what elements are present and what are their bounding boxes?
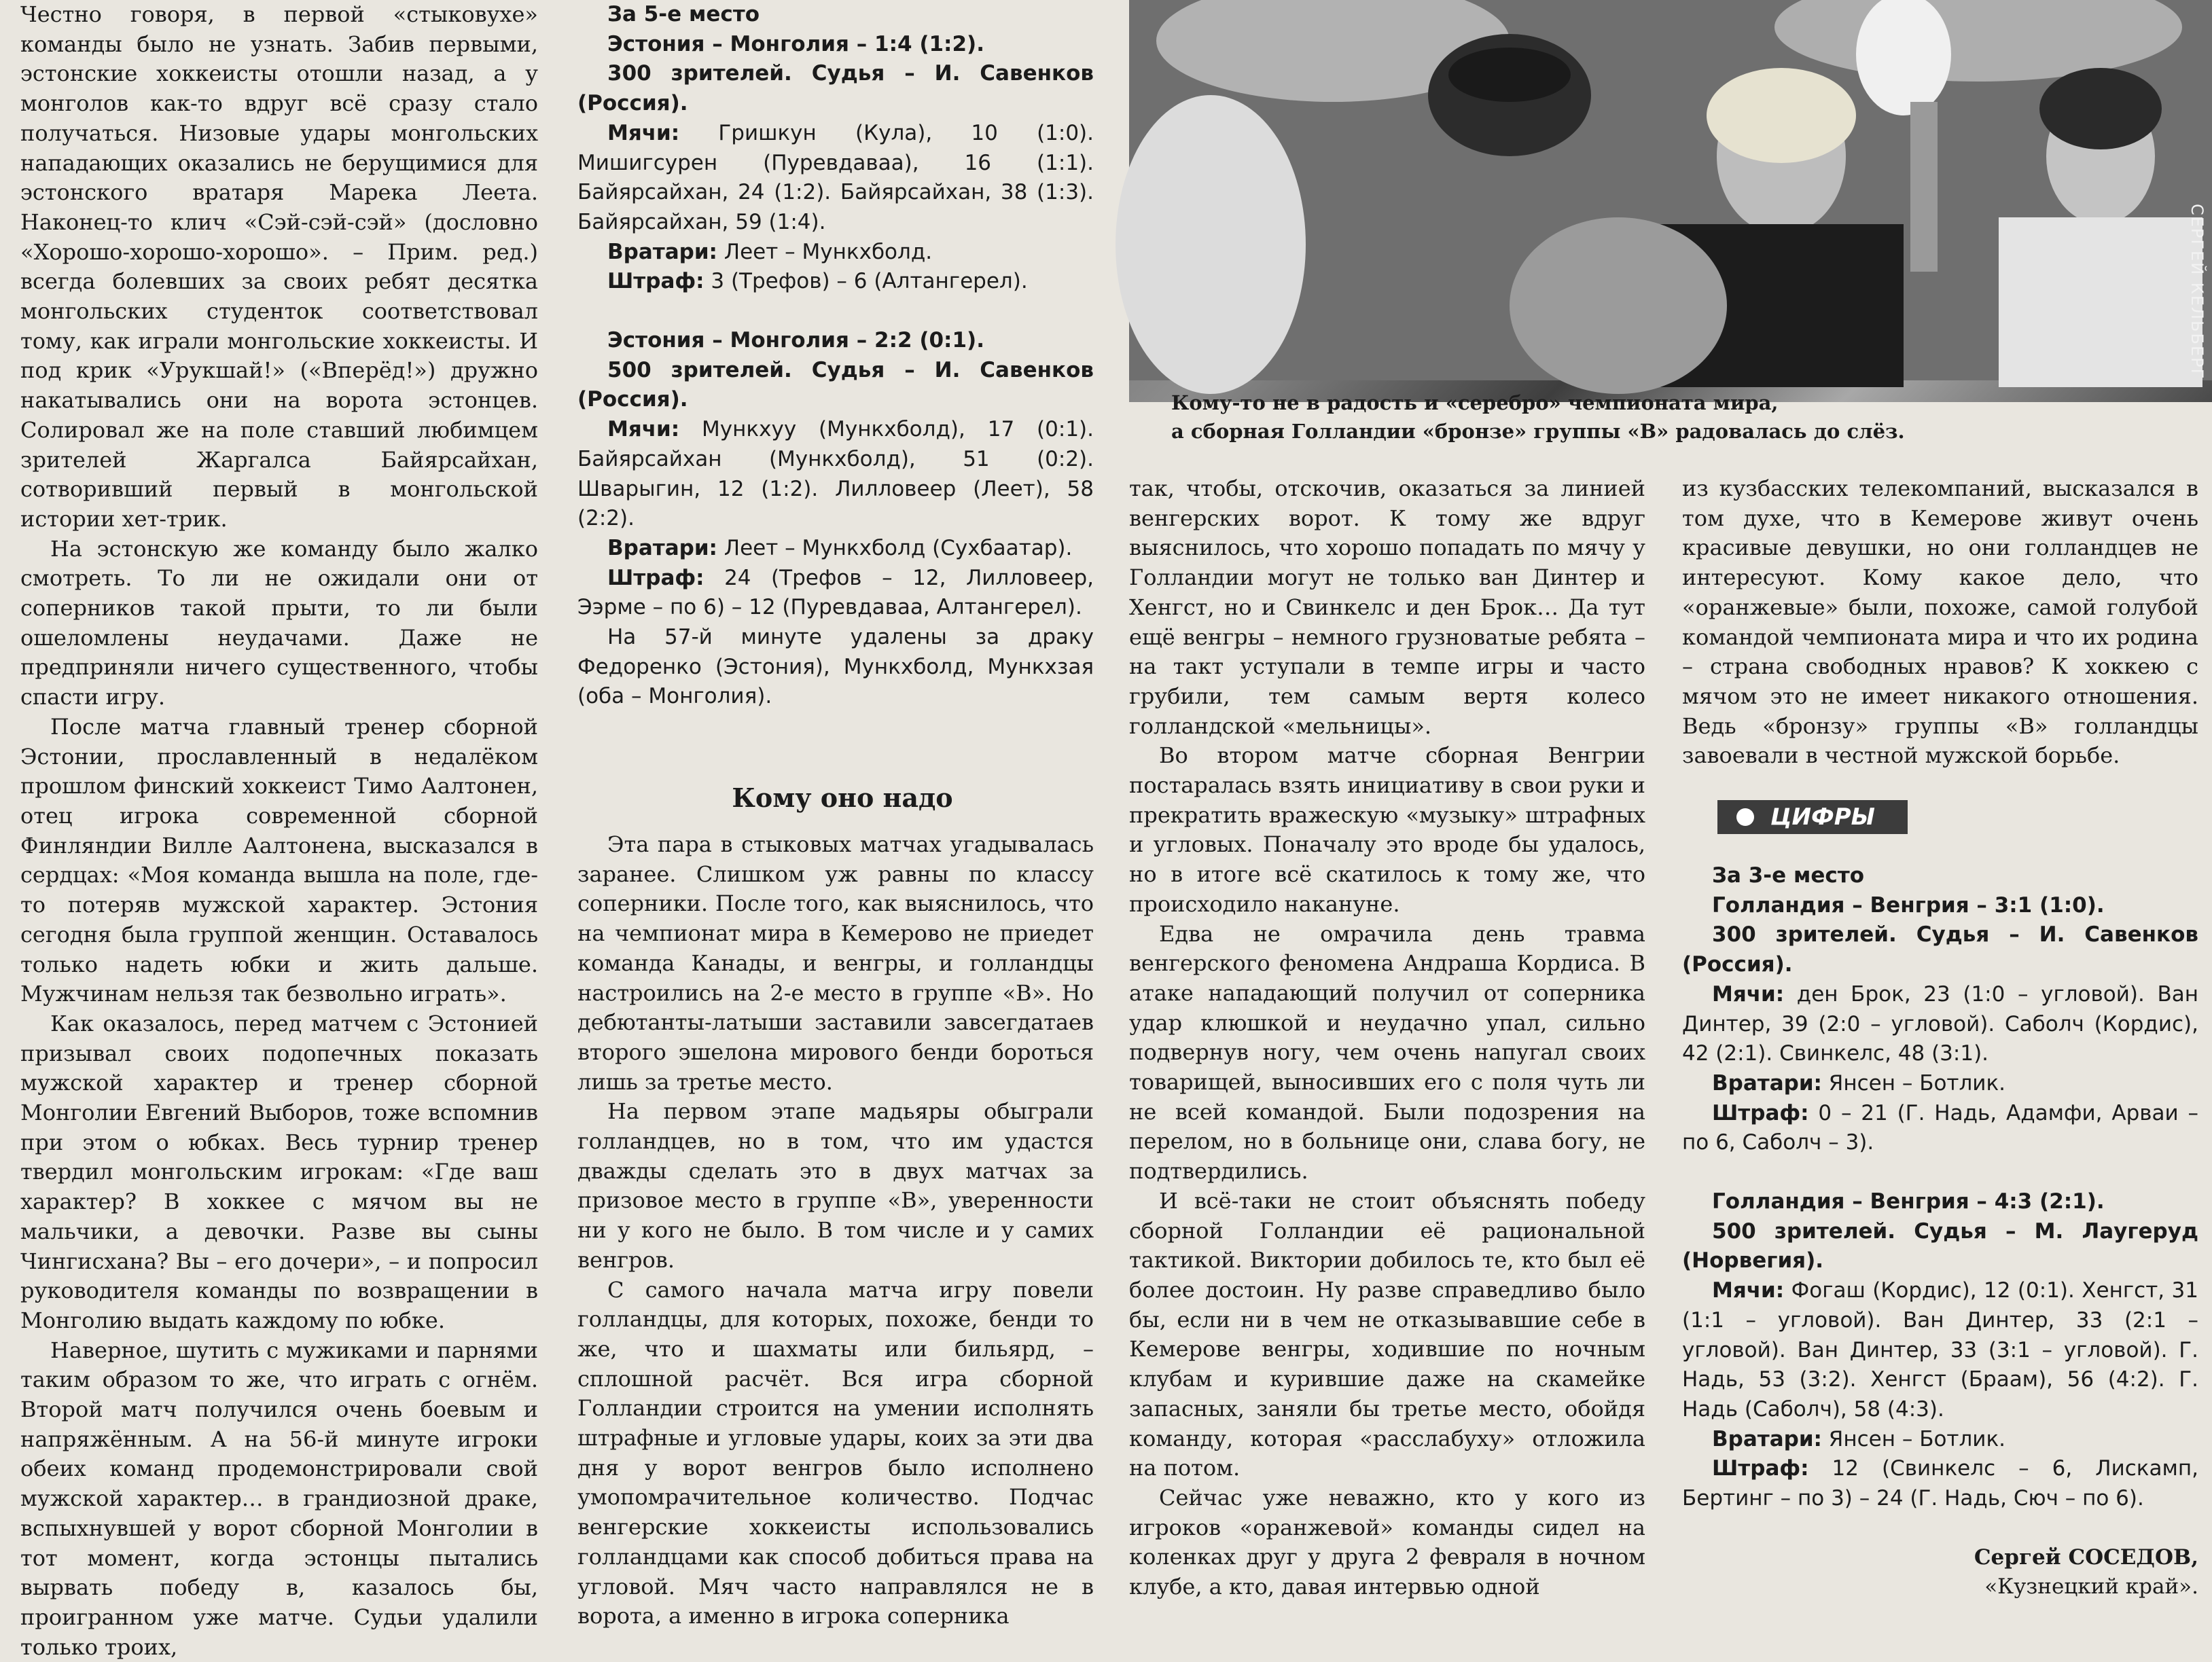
paragraph: С самого начала матча игру повели голландцы, для которых, похоже, бенди то же, что и шахматы или бильярд, – сплошной расчёт. Вся игра сборной Голландии строится на умении исполнять штрафные и угловые удары, коих за эти два дня у ворот венгров было исполнено умопомрачительное количество. Подчас венгерские хоккеисты использовались голландцами как способ добиться права на угловой. Мяч часто направлялся не в ворота, а именно в игрока соперника xyxy=(577,1276,1094,1629)
photo-illustration xyxy=(1129,0,2212,380)
stats-column-2 xyxy=(577,0,1094,754)
stats-column-4 xyxy=(1682,861,2198,1622)
paragraph: И всё-таки не стоит объяснять победу сборной Голландии её рациональной тактикой. Виктории добилось те, кто был её более достоин. Ну разве справедливо было бы, если ни в чем не отказывавшие себе в Кемерове венгры, ходившие по ночным клубам и курившие даже на скамейке запасных, заняли бы третье место, обойдя команду, которая «расслабуху» отложила на потом. xyxy=(1129,1187,1645,1481)
match-penalties: Штраф: 12 (Свинкелс – 6, Лискамп, Бертинг – по 3) – 24 (Г. Надь, Сюч – по 6). xyxy=(1682,1456,2198,1511)
team-photo xyxy=(1129,0,2212,402)
paragraph: На первом этапе мадьяры обыграли голландцев, но в том, что им удастся дважды сделать это в двух матчах за призовое место в группе «В», уверенности ни у кого не было. В том числе и у самих венгров. xyxy=(577,1098,1094,1273)
match-title: Эстония – Монголия – 1:4 (1:2). xyxy=(607,31,984,56)
match-goals: Мячи: Фогаш (Кордис), 12 (0:1). Хенгст, 31 (1:1 – угловой). Ван Динтер, 33 (2:1 – угловой). Ван Динтер, 33 (3:1 – угловой). Г. Надь, 53 (3:2). Хенгст (Браам), 56 (4:2). Г. Надь (Саболч), 58 (4:3). xyxy=(1682,1278,2198,1422)
paragraph: так, чтобы, отскочив, оказаться за линией венгерских ворот. К тому же вдруг выяснилось, что хорошо попадать по мячу у Голландии могут не только ван Динтер и Хенгст, но и Свинкелс и ден Брок… Да тут ещё венгры – немного грузноватые ребята – на такт уступали в темпе игры и часто грубили, тем самым вертя колесо голландской «мельницы». xyxy=(1129,475,1645,739)
numbers-badge: ЦИФРЫ xyxy=(1717,800,1908,834)
match-goals: Мячи: Мункхуу (Мункхболд), 17 (0:1). Байярсайхан (Мункхболд), 51 (0:2). Шварыгин, 12 (1:2). Лилловеер (Леет), 58 (2:2). xyxy=(577,417,1094,531)
match-goalkeepers: Вратари: Леет – Мункхболд (Сухбаатар). xyxy=(607,535,1073,560)
match-goalkeepers: Вратари: Леет – Мункхболд. xyxy=(607,239,933,264)
match-penalties: Штраф: 3 (Трефов) – 6 (Алтангерел). xyxy=(607,269,1028,294)
match-meta: 300 зрителей. Судья – И. Савенков (Россия). xyxy=(1682,922,2198,977)
match-place: За 3-е место xyxy=(1712,863,1864,888)
paragraph: После матча главный тренер сборной Эстонии, прославленный в недалёком прошлом финский хоккеист Тимо Аалтонен, отец игрока современной сборной Финляндии Вилле Аалтонена, высказался в сердцах: «Моя команда вышла на поле, где-то потеряв мужской характер. Эстония сегодня была группой женщин. Оставалось только надеть юбки и жить дальше. Мужчинам нельзя так безвольно играть». xyxy=(20,713,538,1007)
match-meta: 500 зрителей. Судья – И. Савенков (Россия). xyxy=(577,357,1094,412)
match-goalkeepers: Вратари: Янсен – Ботлик. xyxy=(1712,1070,2006,1096)
paragraph: Честно говоря, в первой «стыковухе» команды было не узнать. Забив первыми, эстонские хоккеисты отошли назад, а у монголов как-то вдруг всё сразу стало получаться. Низовые удары монгольских нападающих оказались не берущимися для эстонского вратаря Марека Леета. Наконец-то клич «Сэй-сэй-сэй» (дословно «Хорошо-хорошо-хорошо». – Прим. ред.) всегда болевших за своих ребят десятка монгольских студенток соответствовал тому, как играли монгольские хоккеисты. И под крик «Урукшай!» («Вперёд!») дружно накатывались они на ворота эстонцев. Солировал же на поле ставший любимцем зрителей Жаргалса Байярсайхан, сотворивший первый в монгольской истории хет-трик. xyxy=(20,1,538,532)
paragraph: Как оказалось, перед матчем с Эстонией призывал своих подопечных показать мужской характер и тренер сборной Монголии Евгений Выборов, тоже вспомнив при этом о юбках. Весь турнир тренер твердил монгольским игрокам: «Где ваш характер? В хоккее с мячом вы не мальчики, а девочки. Разве вы сыны Чингисхана? Вы – его дочери», – и попросил руководителя команды по возвращении в Монголию выдать каждому по юбке. xyxy=(20,1010,538,1333)
paragraph: Едва не омрачила день травма венгерского феномена Андраша Кордиса. В атаке нападающий получил от соперника удар клюшкой и неудачно упал, сильно подвернув ногу, чем очень напугал своих товарищей, выносивших его с поля чуть ли не всей командой. Были подозрения на перелом, но в больнице они, слава богу, не подтвердились. xyxy=(1129,920,1645,1185)
author-source: «Кузнецкий край». xyxy=(1984,1574,2198,1600)
match-meta: 500 зрителей. Судья – М. Лаугеруд (Норвегия). xyxy=(1682,1218,2198,1273)
match-title: Эстония – Монголия – 2:2 (0:1). xyxy=(607,328,984,353)
match-goals: Мячи: Гришкун (Кула), 10 (1:0). Мишигсурен (Пуревдаваа), 16 (1:1). Байярсайхан, 24 (1:2). Байярсайхан, 38 (1:3). Байярсайхан, 59 (1:4). xyxy=(577,120,1094,234)
paragraph: Эта пара в стыковых матчах угадывалась заранее. Слишком уж равны по классу соперники. После того, как выяснилось, что на чемпионат мира в Кемерово не приедет команда Канады, и венгры, и голландцы настроились на 2-е место в группе «В». Но дебютанты-латыши заставили завсегдатаев второго эшелона мирового бенди бороться лишь за третье место. xyxy=(577,831,1094,1095)
match-title: Голландия – Венгрия – 4:3 (2:1). xyxy=(1712,1189,2105,1214)
match-goalkeepers: Вратари: Янсен – Ботлик. xyxy=(1712,1426,2006,1451)
photo-caption: Кому-то не в радость и «серебро» чемпионата мира, а сборная Голландии «бронзе» группы «В» радовалась до слёз. xyxy=(1171,391,1905,443)
article-column-4 xyxy=(1682,474,2198,787)
bullet-icon xyxy=(1736,808,1754,826)
author-name: Сергей СОСЕДОВ, xyxy=(1974,1544,2198,1570)
paragraph: Наверное, шутить с мужиками и парнями таким образом то же, что играть с огнём. Второй матч получился очень боевым и напряжённым. А на 56-й минуте игроки обеих команд продемонстрировали свой мужской характер… в грандиозной драке, вспыхнувшей у ворот сборной Монголии в тот момент, когда эстонцы пытались вырвать победу в, казалось бы, проигранном уже матче. Судьи удалили только троих, xyxy=(20,1337,538,1660)
paragraph: Сейчас уже неважно, кто у кого из игроков «оранжевой» команды сидел на коленках друг у друга 2 февраля в ночном клубе, а кто, давая интервью одной xyxy=(1129,1484,1645,1600)
paragraph: Во втором матче сборная Венгрии постаралась взять инициативу в свои руки и прекратить вражескую «музыку» штрафных и угловых. Поначалу это вроде бы удалось, но в итоге всё скатилось к тому же, что происходило накануне. xyxy=(1129,742,1645,917)
photo-credit: СЕРГЕЙ КЕЛЬБЕРГ xyxy=(2188,204,2207,380)
match-place: За 5-е место xyxy=(607,2,760,26)
match-note: На 57-й минуте удалены за драку Федоренко (Эстония), Мункхболд, Мункхзая (оба – Монголия). xyxy=(577,625,1094,709)
paragraph: На эстонскую же команду было жалко смотреть. То ли не ожидали они от соперников такой прыти, то ли были ошеломлены неудачами. Даже не предприняли ничего существенного, чтобы спасти игру. xyxy=(20,535,538,710)
paragraph: из кузбасских телекомпаний, высказался в том духе, что в Кемерове живут очень красивые девушки, но они голландцев не интересуют. Кому какое дело, что «оранжевые» были, похоже, самой голубой командой чемпионата мира и что их родина – страна свободных нравов? К хоккею с мячом это не имеет никакого отношения. Ведь «бронзу» группы «В» голландцы завоевали в честной мужской борьбе. xyxy=(1682,475,2198,769)
article-column-2 xyxy=(577,830,1094,1629)
match-meta: 300 зрителей. Судья – И. Савенков (Россия). xyxy=(577,61,1094,116)
article-column-1 xyxy=(20,0,538,1660)
match-penalties: Штраф: 0 – 21 (Г. Надь, Адамфи, Арваи – по 6, Саболч – 3). xyxy=(1682,1100,2198,1155)
match-penalties: Штраф: 24 (Трефов – 12, Лилловеер, Ээрме – по 6) – 12 (Пуревдаваа, Алтангерел). xyxy=(577,565,1094,620)
article-column-3 xyxy=(1129,474,1645,1622)
match-goals: Мячи: ден Брок, 23 (1:0 – угловой). Ван Динтер, 39 (2:0 – угловой). Саболч (Кордис), 42 (2:1). Свинкелс, 48 (3:1). xyxy=(1682,981,2198,1066)
article-heading: Кому оно надо xyxy=(732,782,953,813)
match-title: Голландия – Венгрия – 3:1 (1:0). xyxy=(1712,892,2105,918)
